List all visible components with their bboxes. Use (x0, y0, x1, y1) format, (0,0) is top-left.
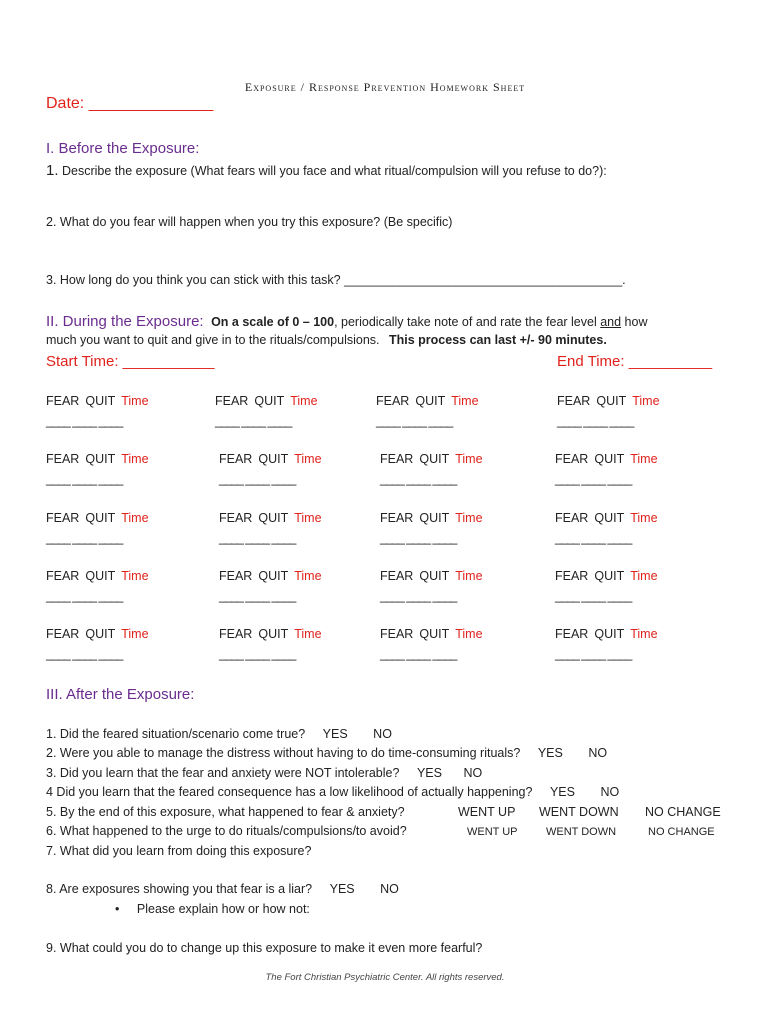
quit-label: QUIT (419, 511, 450, 525)
fear-label: FEAR (219, 511, 253, 525)
fear-label: FEAR (219, 452, 253, 466)
s3-q8-text: 8. Are exposures showing you that fear is a liar? (46, 882, 313, 896)
date-label[interactable]: Date: ______________ (46, 95, 214, 112)
grid-cell-header (376, 394, 485, 408)
s3-q6-went-up[interactable]: WENT UP (467, 826, 518, 838)
fear-label: FEAR (376, 394, 410, 408)
quit-label: QUIT (594, 569, 625, 583)
footer-copyright: The Fort Christian Psychiatric Center. All rights reserved. (265, 972, 505, 983)
quit-label: QUIT (596, 394, 627, 408)
quit-label: QUIT (85, 569, 116, 583)
grid-cell-header (380, 569, 489, 583)
grid-cell-header (219, 452, 328, 466)
quit-label: QUIT (594, 511, 625, 525)
s3-q4 (46, 785, 619, 799)
end-time-field[interactable]: End Time: __________ (557, 353, 713, 370)
fear-label: FEAR (46, 394, 80, 408)
grid-cell-blanks[interactable]: ____ ____ ____ (46, 414, 123, 428)
grid-cell-header (380, 627, 489, 641)
grid-cell-header (46, 569, 155, 583)
s2-instr-part2: how (621, 315, 648, 329)
grid-cell-header (219, 569, 328, 583)
fear-label: FEAR (46, 569, 80, 583)
s3-q5-no-change[interactable]: NO CHANGE (645, 805, 721, 819)
time-label: Time (455, 569, 483, 583)
grid-cell-blanks[interactable]: ____ ____ ____ (46, 472, 123, 486)
quit-label: QUIT (419, 627, 450, 641)
s3-q9: 9. What could you do to change up this exposure to make it even more fearful? (46, 941, 483, 955)
fear-label: FEAR (219, 569, 253, 583)
grid-cell-blanks[interactable]: ____ ____ ____ (215, 414, 292, 428)
s1-q1 (46, 162, 607, 179)
quit-label: QUIT (419, 569, 450, 583)
quit-label: QUIT (258, 452, 289, 466)
grid-cell-blanks[interactable]: ____ ____ ____ (555, 647, 632, 661)
quit-label: QUIT (85, 627, 116, 641)
s2-scale-bold: On a scale of 0 – 100 (211, 315, 335, 329)
grid-cell-header (380, 511, 489, 525)
quit-label: QUIT (594, 627, 625, 641)
s3-q8-yes[interactable]: YES (329, 882, 355, 896)
grid-cell-blanks[interactable]: ____ ____ ____ (380, 589, 457, 603)
fear-label: FEAR (380, 627, 414, 641)
s3-q8 (46, 882, 399, 896)
fear-label: FEAR (219, 627, 253, 641)
grid-cell-header (555, 452, 664, 466)
time-label: Time (294, 511, 322, 525)
fear-label: FEAR (46, 627, 80, 641)
s2-instr-and: and (600, 315, 622, 329)
grid-cell-header (555, 627, 664, 641)
grid-cell-blanks[interactable]: ____ ____ ____ (380, 472, 457, 486)
quit-label: QUIT (254, 394, 285, 408)
s3-q1-no[interactable]: NO (373, 727, 392, 741)
grid-cell-header (555, 511, 664, 525)
s3-q8-bullet-text: Please explain how or how not: (136, 902, 310, 916)
s3-q4-yes[interactable]: YES (549, 785, 575, 799)
quit-label: QUIT (85, 511, 116, 525)
grid-cell-header (46, 511, 155, 525)
s3-q8-bullet (115, 902, 310, 916)
fear-label: FEAR (555, 511, 589, 525)
time-label: Time (630, 569, 658, 583)
time-label: Time (294, 627, 322, 641)
s3-q5: 5. By the end of this exposure, what happened to fear & anxiety? (46, 805, 405, 819)
grid-cell-header (219, 627, 328, 641)
fear-label: FEAR (46, 511, 80, 525)
grid-cell-blanks[interactable]: ____ ____ ____ (555, 531, 632, 545)
s3-q5-went-up[interactable]: WENT UP (458, 805, 516, 819)
grid-cell-header (555, 569, 664, 583)
quit-label: QUIT (258, 511, 289, 525)
time-label: Time (632, 394, 660, 408)
grid-cell-blanks[interactable]: ____ ____ ____ (46, 531, 123, 545)
s3-q3-yes[interactable]: YES (416, 766, 442, 780)
fear-label: FEAR (380, 452, 414, 466)
grid-cell-blanks[interactable]: ____ ____ ____ (376, 414, 453, 428)
s3-q4-no[interactable]: NO (600, 785, 620, 799)
grid-cell-blanks[interactable]: ____ ____ ____ (219, 589, 296, 603)
s3-q2-text: 2. Were you able to manage the distress without having to do time-consuming rituals? (46, 746, 521, 760)
quit-label: QUIT (258, 569, 289, 583)
s3-q1-yes[interactable]: YES (322, 727, 348, 741)
time-label: Time (294, 569, 322, 583)
s3-q6-went-down[interactable]: WENT DOWN (546, 826, 617, 838)
quit-label: QUIT (594, 452, 625, 466)
quit-label: QUIT (258, 627, 289, 641)
grid-cell-header (46, 452, 155, 466)
grid-cell-blanks[interactable]: ____ ____ ____ (557, 414, 634, 428)
document-title: Exposure / Response Prevention Homework Sheet (244, 80, 526, 94)
time-label: Time (121, 569, 149, 583)
fear-label: FEAR (380, 569, 414, 583)
s3-q2-yes[interactable]: YES (537, 746, 563, 760)
s2-instructions-line1 (46, 313, 647, 330)
time-label: Time (455, 452, 483, 466)
grid-cell-blanks[interactable]: ____ ____ ____ (380, 647, 457, 661)
grid-cell-blanks[interactable]: ____ ____ ____ (46, 589, 123, 603)
quit-label: QUIT (85, 394, 116, 408)
grid-cell-header (219, 511, 328, 525)
fear-label: FEAR (380, 511, 414, 525)
fear-label: FEAR (46, 452, 80, 466)
fear-label: FEAR (555, 569, 589, 583)
s3-q1 (46, 727, 392, 741)
s3-q1-text: 1. Did the feared situation/scenario come true? (46, 727, 306, 741)
time-label: Time (630, 511, 658, 525)
bullet-dot-icon: • (115, 902, 120, 916)
s3-q2 (46, 746, 607, 760)
time-label: Time (121, 394, 149, 408)
s1-q3[interactable]: 3. How long do you think you can stick with this task? ________________________________________. (46, 273, 626, 287)
s3-q7: 7. What did you learn from doing this exposure? (46, 844, 312, 858)
grid-cell-blanks[interactable]: ____ ____ ____ (219, 531, 296, 545)
time-label: Time (290, 394, 318, 408)
time-label: Time (630, 452, 658, 466)
section3-heading: III. After the Exposure: (46, 686, 195, 703)
s2-instr-bold2: This process can last +/- 90 minutes. (389, 333, 607, 347)
grid-cell-blanks[interactable]: ____ ____ ____ (46, 647, 123, 661)
grid-cell-blanks[interactable]: ____ ____ ____ (555, 472, 632, 486)
grid-cell-blanks[interactable]: ____ ____ ____ (219, 472, 296, 486)
grid-cell-header (380, 452, 489, 466)
time-label: Time (455, 627, 483, 641)
s3-q5-went-down[interactable]: WENT DOWN (539, 805, 619, 819)
time-label: Time (455, 511, 483, 525)
s3-q4-text: 4 Did you learn that the feared consequence has a low likelihood of actually happening? (46, 785, 533, 799)
grid-cell-blanks[interactable]: ____ ____ ____ (219, 647, 296, 661)
grid-cell-blanks[interactable]: ____ ____ ____ (380, 531, 457, 545)
s2-instructions-line2 (46, 333, 607, 347)
time-label: Time (294, 452, 322, 466)
s3-q3-text: 3. Did you learn that the fear and anxiety were NOT intolerable? (46, 766, 400, 780)
s3-q6: 6. What happened to the urge to do rituals/compulsions/to avoid? (46, 824, 407, 838)
s3-q8-no[interactable]: NO (380, 882, 399, 896)
s2-instr-part1: , periodically take note of and rate the fear level (334, 315, 601, 329)
quit-label: QUIT (85, 452, 116, 466)
s1-q1-number: 1. (46, 162, 59, 179)
time-label: Time (121, 627, 149, 641)
s3-q6-no-change[interactable]: NO CHANGE (648, 826, 715, 838)
section2-heading: II. During the Exposure: (46, 313, 204, 330)
s2-instr-line2: much you want to quit and give in to the rituals/compulsions. (46, 333, 380, 347)
time-label: Time (121, 511, 149, 525)
quit-label: QUIT (415, 394, 446, 408)
grid-cell-header (215, 394, 324, 408)
fear-label: FEAR (555, 627, 589, 641)
fear-label: FEAR (555, 452, 589, 466)
s1-q2: 2. What do you fear will happen when you try this exposure? (Be specific) (46, 215, 453, 229)
fear-label: FEAR (557, 394, 591, 408)
start-time-field[interactable]: Start Time: ___________ (46, 353, 215, 370)
quit-label: QUIT (419, 452, 450, 466)
fear-label: FEAR (215, 394, 249, 408)
section1-heading: I. Before the Exposure: (46, 140, 200, 157)
grid-cell-blanks[interactable]: ____ ____ ____ (555, 589, 632, 603)
s3-q3-no[interactable]: NO (463, 766, 483, 780)
time-label: Time (121, 452, 149, 466)
grid-cell-header (46, 394, 155, 408)
time-label: Time (630, 627, 658, 641)
s3-q3 (46, 766, 482, 780)
grid-cell-header (46, 627, 155, 641)
time-label: Time (451, 394, 479, 408)
grid-cell-header (557, 394, 666, 408)
s1-q1-text: Describe the exposure (What fears will you face and what ritual/compulsion will you refuse to do?): (62, 164, 607, 178)
s3-q2-no[interactable]: NO (588, 746, 608, 760)
